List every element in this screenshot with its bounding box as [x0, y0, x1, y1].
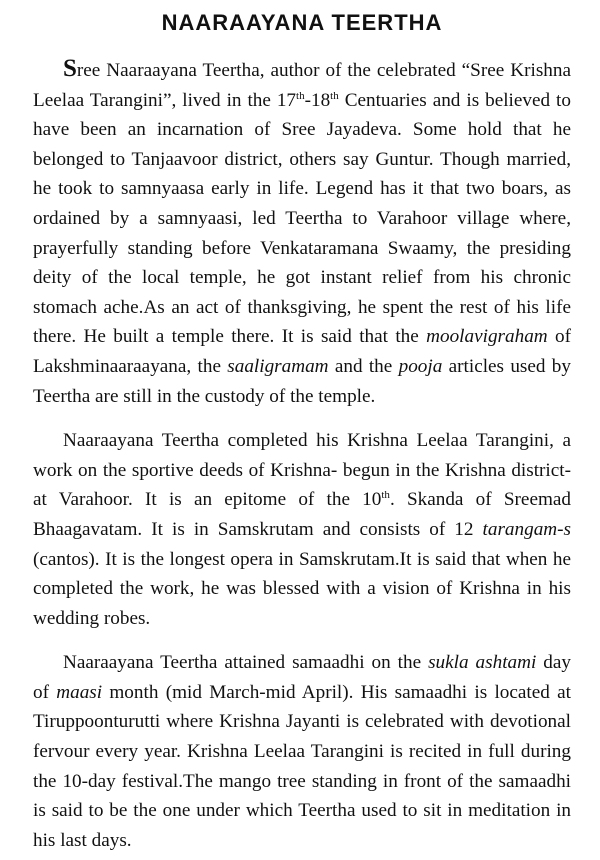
- p1-text-1: ree Naaraayana Teertha, author of the celebrated “Sree Krishna Leelaa Tarangini”, lived in the 17: [33, 60, 571, 111]
- p2-superscript-1: th: [381, 489, 390, 502]
- document-page: [33, 0, 571, 860]
- p1-italic-saaligramam: saaligramam: [227, 355, 329, 377]
- paragraph-1: [33, 56, 571, 411]
- p3-italic-sukla-ashtami: sukla ashtami: [428, 652, 537, 674]
- p1-italic-moolavigraham: moolavigraham: [426, 326, 548, 348]
- p3-text-2: day of: [33, 652, 571, 703]
- p2-text-1: Naaraayana Teertha completed his Krishna Leelaa Tarangini, a work on the sportive deeds of Krishna- begun in the Krishna district- at Varahoor. It is an epitome of the 10: [33, 430, 571, 511]
- p1-superscript-2: th: [330, 89, 339, 102]
- p3-text-3: month (mid March-mid April). His samaadhi is located at Tiruppoonturutti where Krishna Jayanti is celebrated with devotional fervour every year. Krishna Leelaa Tarangini is recited in full during the 10-day festival.The mango tree standing in front of the samaadhi is said to be the one under which Teertha used to sit in meditation in his last days.: [33, 681, 571, 851]
- p2-text-2: . Skanda of Sreemad Bhaagavatam. It is in Samskrutam and consists of 12: [33, 489, 571, 540]
- p2-italic-tarangam: tarangam-s: [482, 518, 571, 540]
- p3-text-1: Naaraayana Teertha attained samaadhi on the: [63, 652, 429, 674]
- drop-cap: S: [63, 55, 77, 82]
- paragraph-3: [33, 648, 571, 855]
- p1-text-3: Centuaries and is believed to have been an incarnation of Sree Jayadeva. Some hold that he belonged to Tanjaavoor district, others say Guntur. Though married, he took to samnyaasa early in life. Legend has it that two boars, as ordained by a samnyaasi, led Teertha to Varahoor village where, prayerfully standing before Venkataramana Swaamy, the presiding deity of the local temple, he got instant relief from his chronic stomach ache.As an act of thanksgiving, he spent the rest of his life there. He built a temple there. It is said that the: [33, 89, 571, 348]
- p1-italic-pooja: pooja: [398, 355, 443, 377]
- p1-text-5: and the: [328, 355, 399, 377]
- p1-text-6: articles used by Teertha are still in the custody of the temple.: [33, 355, 571, 407]
- page-title: NAARAAYANA TEERTHA: [161, 10, 443, 35]
- paragraph-2: [33, 426, 571, 633]
- p2-text-3: (cantos). It is the longest opera in Samskrutam.It is said that when he completed the work, he was blessed with a vision of Krishna in his wedding robes.: [33, 548, 571, 629]
- p1-superscript-1: th: [296, 89, 305, 102]
- p1-text-2: -18: [304, 89, 331, 111]
- p3-italic-maasi: maasi: [56, 681, 103, 703]
- p1-text-4: of Lakshminaaraayana, the: [33, 326, 571, 377]
